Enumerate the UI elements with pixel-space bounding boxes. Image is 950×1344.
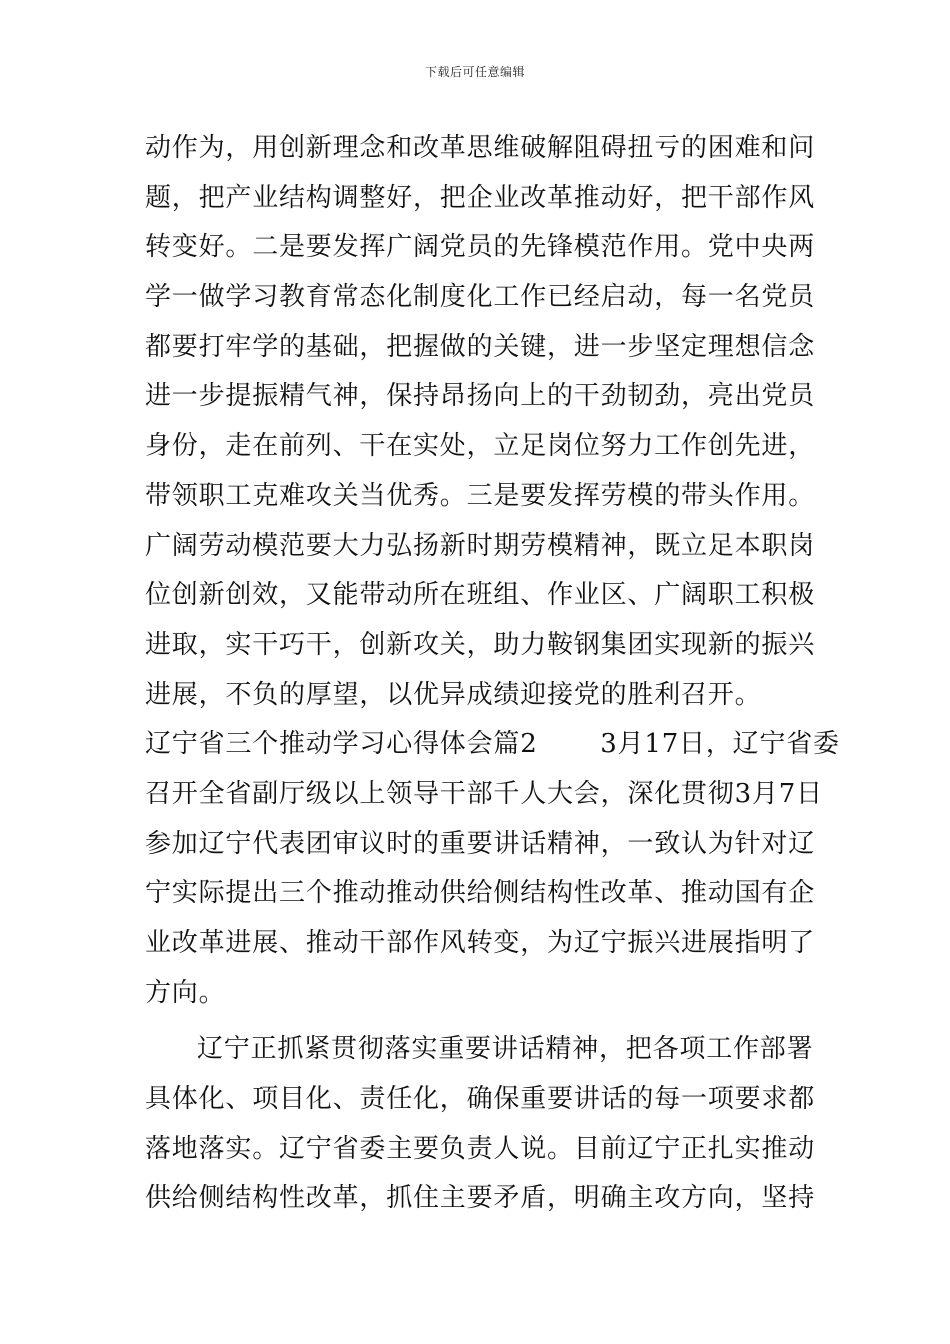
text-line: 参加辽宁代表团审议时的重要讲话精神，一致认为针对辽 xyxy=(145,828,816,859)
text-line: 业改革进展、推动干部作风转变，为辽宁振兴进展指明了 xyxy=(145,928,816,958)
text-line: 动作为，用创新理念和改革思维破解阻碍扭亏的困难和问 xyxy=(145,133,816,163)
section-title-line: 辽宁省三个推动学习心得体会篇2 3月17日，辽宁省委 xyxy=(145,729,840,760)
text-line: 位创新创效，又能带动所在班组、作业区、广阔职工积极 xyxy=(145,580,816,611)
text-line: 召开全省副厅级以上领导干部千人大会，深化贯彻3月7日 xyxy=(145,778,823,809)
text-line: 宁实际提出三个推动推动供给侧结构性改革、推动国有企 xyxy=(145,878,816,909)
text-line: 题，把产业结构调整好，把企业改革推动好，把干部作风 xyxy=(145,182,816,213)
paragraph-start-line: 辽宁正抓紧贯彻落实重要讲话精神，把各项工作部署 xyxy=(197,1034,814,1065)
document-body xyxy=(145,124,840,1224)
text-line: 方向。 xyxy=(145,977,226,1008)
text-line: 带领职工克难攻关当优秀。三是要发挥劳模的带头作用。 xyxy=(145,480,816,511)
text-line: 具体化、项目化、责任化，确保重要讲话的每一项要求都 xyxy=(145,1084,816,1115)
text-line: 转变好。二是要发挥广阔党员的先锋模范作用。党中央两 xyxy=(145,232,816,263)
text-line: 进展，不负的厚望，以优异成绩迎接党的胜利召开。 xyxy=(145,679,762,710)
text-line: 供给侧结构性改革，抓住主要矛盾，明确主攻方向，坚持 xyxy=(145,1183,816,1214)
text-line: 学一做学习教育常态化制度化工作已经启动，每一名党员 xyxy=(145,282,816,313)
page-header: 下载后可任意编辑 xyxy=(424,65,525,79)
text-line: 都要打牢学的基础，把握做的关键，进一步坚定理想信念 xyxy=(145,331,816,362)
text-line: 进一步提振精气神，保持昂扬向上的干劲韧劲，亮出党员 xyxy=(145,381,816,412)
text-line: 进取，实干巧干，创新攻关，助力鞍钢集团实现新的振兴 xyxy=(145,629,816,660)
text-line: 身份，走在前列、干在实处，立足岗位努力工作创先进， xyxy=(145,431,816,462)
text-line: 落地落实。辽宁省委主要负责人说。目前辽宁正扎实推动 xyxy=(145,1133,816,1164)
text-line: 广阔劳动模范要大力弘扬新时期劳模精神，既立足本职岗 xyxy=(145,530,816,561)
